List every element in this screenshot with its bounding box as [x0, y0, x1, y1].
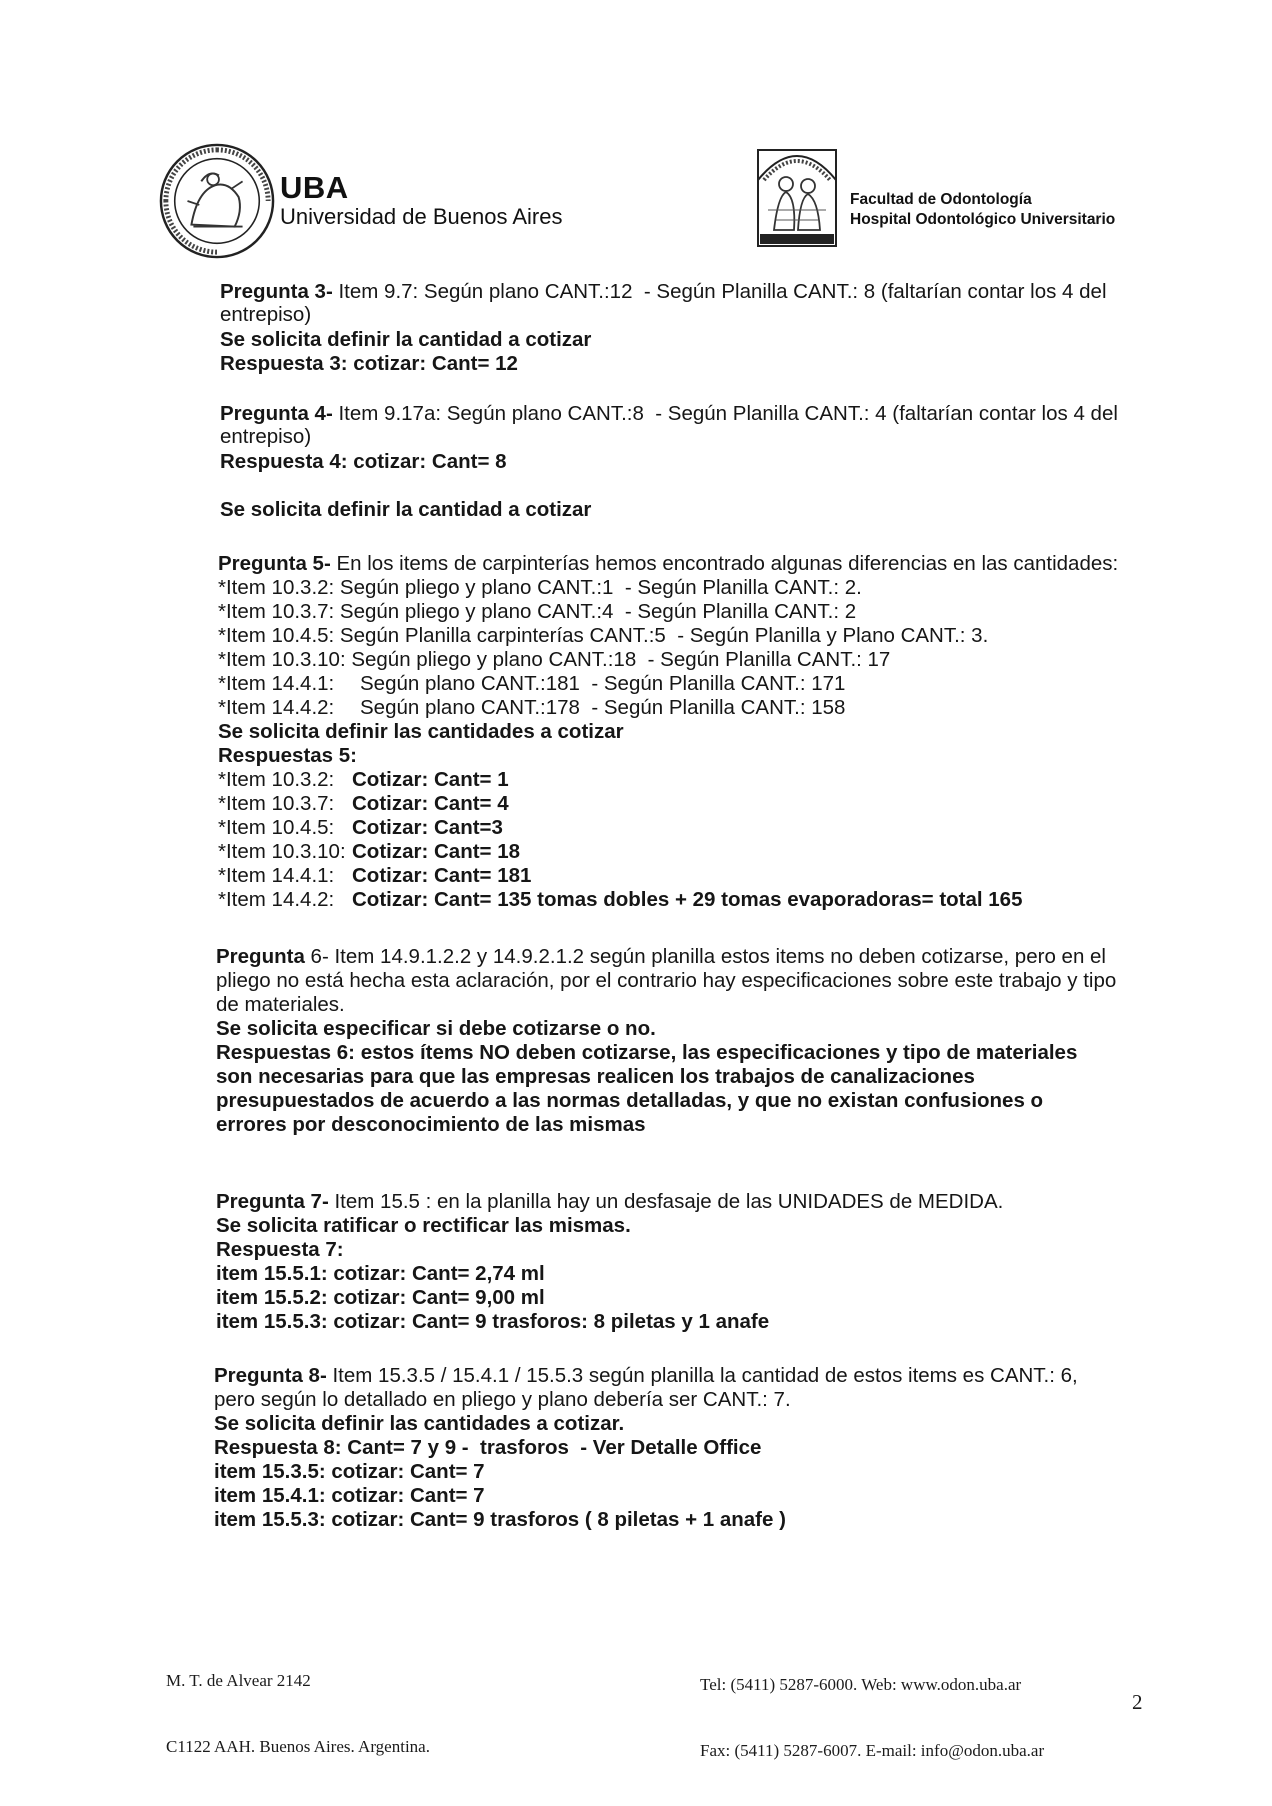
question-6-request: Se solicita especificar si debe cotizarse o no.: [216, 1017, 656, 1040]
answer-8-item: item 15.3.5: cotizar: Cant= 7: [214, 1460, 485, 1483]
question-8-request: Se solicita definir las cantidades a cotizar.: [214, 1412, 625, 1435]
answer-item: *Item 10.3.7:: [218, 792, 335, 815]
answer-5-row: [218, 840, 520, 864]
question-4-text-cont: entrepiso): [220, 425, 312, 448]
uba-subtitle: Universidad de Buenos Aires: [280, 204, 563, 229]
footer-contact-line: Fax: (5411) 5287-6007. E-mail: info@odon.uba.ar: [700, 1741, 1045, 1760]
answer-5-row: [218, 816, 503, 840]
question-8-label: Pregunta 8-: [214, 1364, 327, 1387]
answer-value: Cotizar: Cant= 18: [352, 840, 521, 863]
footer-address-line: M. T. de Alvear 2142: [166, 1671, 311, 1690]
footer-contact: [700, 1630, 1044, 1806]
faculty-seal-logo: [756, 140, 838, 248]
question-3-text: Item 9.7: Según plano CANT.:12 - Según Planilla CANT.: 8 (faltarían contar los 4 del: [332, 280, 1107, 303]
answer-value: Cotizar: Cant=3: [352, 816, 503, 839]
question-3-request: Se solicita definir la cantidad a cotizar: [220, 328, 592, 351]
answer-6-line: presupuestados de acuerdo a las normas detalladas, y que no existan confusiones o: [216, 1089, 1044, 1112]
item-description: Según plano CANT.:181 - Según Planilla CANT.: 171: [360, 672, 846, 695]
answer-value: Cotizar: Cant= 4: [352, 792, 509, 815]
question-6-text-cont: de materiales.: [216, 993, 345, 1016]
answer-5-row: [218, 888, 1022, 912]
answer-7-item: item 15.5.3: cotizar: Cant= 9 trasforos: 8 piletas y 1 anafe: [216, 1310, 770, 1333]
question-5-item: *Item 10.3.7: Según pliego y plano CANT.:4 - Según Planilla CANT.: 2: [218, 600, 857, 623]
question-8-text-cont: pero según lo detallado en pliego y plano debería ser CANT.: 7.: [214, 1388, 791, 1411]
uba-title: UBA: [280, 170, 349, 205]
answer-3: Respuesta 3: cotizar: Cant= 12: [220, 352, 518, 375]
question-5-item: *Item 10.4.5: Según Planilla carpinterías CANT.:5 - Según Planilla y Plano CANT.: 3.: [218, 624, 989, 647]
question-5-line: [218, 552, 1118, 576]
question-5-text: En los items de carpinterías hemos encontrado algunas diferencias en las cantidades:: [330, 552, 1119, 575]
answer-item: *Item 10.3.10:: [218, 840, 346, 863]
question-3-line: [220, 280, 1107, 304]
question-6-text: 6- Item 14.9.1.2.2 y 14.9.2.1.2 según planilla estos items no deben cotizarse, pero en el: [304, 945, 1106, 968]
question-3-text-cont: entrepiso): [220, 303, 312, 326]
item-number: *Item 14.4.1:: [218, 672, 335, 695]
page-number: 2: [1132, 1690, 1143, 1714]
answer-5-row: [218, 864, 531, 888]
footer-contact-line: Tel: (5411) 5287-6000. Web: www.odon.uba.ar: [700, 1675, 1022, 1694]
item-description: Según plano CANT.:178 - Según Planilla CANT.: 158: [360, 696, 846, 719]
question-6-text-cont: pliego no está hecha esta aclaración, por el contrario hay especificaciones sobre este trabajo y tipo: [216, 969, 1117, 992]
answer-value: Cotizar: Cant= 1: [352, 768, 509, 791]
question-4-line: [220, 402, 1118, 426]
uba-seal-logo: [158, 142, 276, 260]
answer-7-label: Respuesta 7:: [216, 1238, 344, 1261]
question-5-item: [218, 696, 845, 720]
question-6-line: [216, 945, 1106, 969]
answer-value: Cotizar: Cant= 181: [352, 864, 532, 887]
question-4-label: Pregunta 4-: [220, 402, 333, 425]
answer-8-item: item 15.5.3: cotizar: Cant= 9 trasforos ( 8 piletas + 1 anafe ): [214, 1508, 786, 1531]
answer-item: *Item 10.3.2:: [218, 768, 335, 791]
faculty-brand: [850, 190, 1115, 230]
answer-8-line: Respuesta 8: Cant= 7 y 9 - trasforos - Ver Detalle Office: [214, 1436, 762, 1459]
faculty-name: Facultad de Odontología: [850, 191, 1032, 208]
answer-item: *Item 14.4.1:: [218, 864, 335, 887]
question-6-label: Pregunta: [216, 945, 305, 968]
answer-7-item: item 15.5.2: cotizar: Cant= 9,00 ml: [216, 1286, 545, 1309]
question-8-line: [214, 1364, 1078, 1388]
answer-6-line: Respuestas 6: estos ítems NO deben cotizarse, las especificaciones y tipo de materiales: [216, 1041, 1078, 1064]
question-5-item: *Item 10.3.10: Según pliego y plano CANT.:18 - Según Planilla CANT.: 17: [218, 648, 891, 671]
question-4-request: Se solicita definir la cantidad a cotizar: [220, 498, 592, 521]
question-5-label: Pregunta 5-: [218, 552, 331, 575]
answer-6-line: son necesarias para que las empresas realicen los trabajos de canalizaciones: [216, 1065, 975, 1088]
answer-7-item: item 15.5.1: cotizar: Cant= 2,74 ml: [216, 1262, 545, 1285]
hospital-name: Hospital Odontológico Universitario: [850, 211, 1116, 228]
question-4-text: Item 9.17a: Según plano CANT.:8 - Según Planilla CANT.: 4 (faltarían contar los 4 del: [332, 402, 1118, 425]
footer-address: [166, 1626, 430, 1802]
question-7-request: Se solicita ratificar o rectificar las mismas.: [216, 1214, 631, 1237]
answer-5-row: [218, 792, 509, 816]
answer-item: *Item 14.4.2:: [218, 888, 335, 911]
question-5-item: *Item 10.3.2: Según pliego y plano CANT.:1 - Según Planilla CANT.: 2.: [218, 576, 862, 599]
question-8-text: Item 15.3.5 / 15.4.1 / 15.5.3 según planilla la cantidad de estos items es CANT.: 6,: [326, 1364, 1078, 1387]
answer-6-line: errores por desconocimiento de las mismas: [216, 1113, 646, 1136]
answer-value: Cotizar: Cant= 135 tomas dobles + 29 tomas evaporadoras= total 165: [352, 888, 1023, 911]
answer-4: Respuesta 4: cotizar: Cant= 8: [220, 450, 507, 473]
answer-5-row: [218, 768, 509, 792]
item-number: *Item 14.4.2:: [218, 696, 335, 719]
question-5-item: [218, 672, 845, 696]
answer-8-item: item 15.4.1: cotizar: Cant= 7: [214, 1484, 485, 1507]
uba-brand: [280, 172, 563, 230]
answer-item: *Item 10.4.5:: [218, 816, 335, 839]
question-5-request: Se solicita definir las cantidades a cotizar: [218, 720, 624, 743]
question-7-line: [216, 1190, 1003, 1214]
question-3-label: Pregunta 3-: [220, 280, 333, 303]
question-7-label: Pregunta 7-: [216, 1190, 329, 1213]
question-7-text: Item 15.5 : en la planilla hay un desfasaje de las UNIDADES de MEDIDA.: [328, 1190, 1004, 1213]
answers-5-label: Respuestas 5:: [218, 744, 358, 767]
footer-address-line: C1122 AAH. Buenos Aires. Argentina.: [166, 1737, 430, 1756]
